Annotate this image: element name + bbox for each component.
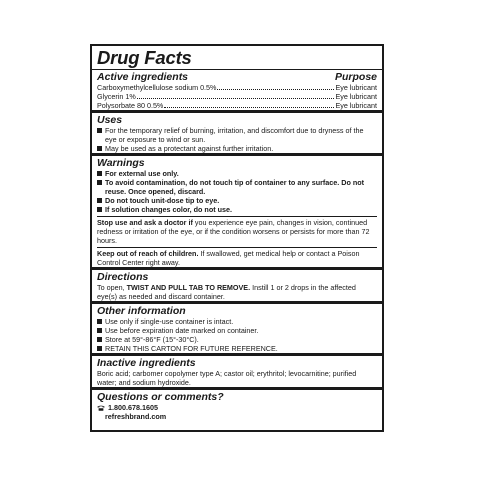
active-ingredients-heading: Active ingredients [97, 71, 189, 83]
bullet-square-icon [97, 207, 102, 212]
section-divider [92, 353, 382, 356]
keep-out-text [97, 249, 377, 267]
ingredient-name: Polysorbate 80 0.5% [97, 101, 164, 110]
section-divider [92, 387, 382, 390]
warnings-item-text: To avoid contamination, do not touch tip of container to any surface. Do not reuse. Once opened, discard. [105, 178, 365, 196]
section-divider [92, 153, 382, 156]
stop-use-detail: you experience eye pain, changes in vision, continued redness or irritation of the eye, or if the condition worsens or persists for more than 72 hours. [97, 218, 370, 245]
directions-pre: To open, [97, 283, 127, 292]
subsection-divider [97, 247, 377, 248]
keep-out-detail: If swallowed, get medical help or contact a Poison Control Center right away. [97, 249, 360, 267]
ingredient-purpose: Eye lubricant [335, 101, 377, 110]
active-ingredients-header [97, 70, 377, 83]
drug-facts-title: Drug Facts [97, 47, 192, 68]
section-divider [92, 110, 382, 113]
inactive-ingredients-text: Boric acid; carbomer copolymer type A; castor oil; erythritol; levocarnitine; purified water; and sodium hydroxide. [97, 369, 357, 387]
other-info-item-text: Store at 59°-86°F (15°-30°C). [105, 335, 199, 344]
uses-item [97, 126, 377, 144]
dot-leader [217, 89, 334, 90]
bullet-square-icon [97, 346, 102, 351]
other-info-heading: Other information [97, 305, 186, 317]
active-ingredient-row [97, 92, 377, 101]
warnings-item-text: Do not touch unit-dose tip to eye. [105, 196, 220, 205]
bullet-square-icon [97, 128, 102, 133]
website-link[interactable]: refreshbrand.com [105, 412, 167, 421]
warnings-item-text: For external use only. [105, 169, 179, 178]
uses-heading: Uses [97, 114, 123, 126]
stop-use-bold: Stop use and ask a doctor if [97, 218, 193, 227]
bullet-square-icon [97, 180, 102, 185]
active-ingredient-row [97, 83, 377, 92]
other-info-item-text: Use before expiration date marked on container. [105, 326, 259, 335]
keep-out-bold: Keep out of reach of children. [97, 249, 199, 258]
bullet-square-icon [97, 198, 102, 203]
bullet-square-icon [97, 319, 102, 324]
warnings-item [97, 178, 377, 196]
warnings-heading: Warnings [97, 157, 145, 169]
ingredient-name: Glycerin 1% [97, 92, 136, 101]
directions-text [97, 283, 377, 301]
other-info-item [97, 326, 377, 335]
phone-number[interactable]: 1.800.678.1605 [108, 403, 158, 412]
inactive-ingredients-heading: Inactive ingredients [97, 357, 196, 369]
bullet-square-icon [97, 337, 102, 342]
warnings-item [97, 196, 377, 205]
bullet-square-icon [97, 171, 102, 176]
drug-facts-panel [90, 44, 384, 432]
other-info-item [97, 344, 377, 353]
directions-bold: TWIST AND PULL TAB TO REMOVE. [126, 283, 251, 292]
bullet-square-icon [97, 328, 102, 333]
telephone-icon [97, 405, 105, 411]
questions-heading: Questions or comments? [97, 391, 224, 403]
phone-line [97, 403, 377, 412]
other-info-item [97, 317, 377, 326]
warnings-item [97, 169, 377, 178]
dot-leader [164, 107, 334, 108]
warnings-item-text: If solution changes color, do not use. [105, 205, 232, 214]
directions-heading: Directions [97, 271, 149, 283]
other-info-item [97, 335, 377, 344]
dot-leader [137, 98, 335, 99]
active-ingredient-row [97, 101, 377, 110]
section-divider [92, 301, 382, 304]
stop-use-text [97, 218, 377, 245]
bullet-square-icon [97, 146, 102, 151]
other-info-item-text: RETAIN THIS CARTON FOR FUTURE REFERENCE. [105, 344, 278, 353]
section-divider [92, 267, 382, 270]
uses-item [97, 144, 377, 153]
ingredient-purpose: Eye lubricant [335, 83, 377, 92]
other-info-item-text: Use only if single-use container is intact. [105, 317, 234, 326]
ingredient-purpose: Eye lubricant [335, 92, 377, 101]
subsection-divider [97, 216, 377, 217]
purpose-heading: Purpose [334, 71, 377, 83]
uses-item-text: For the temporary relief of burning, irritation, and discomfort due to dryness of the eye or exposure to wind or sun. [105, 126, 364, 144]
ingredient-name: Carboxymethylcellulose sodium 0.5% [97, 83, 217, 92]
warnings-item [97, 205, 377, 214]
directions-post: Instill 1 or 2 drops in the affected eye(s) as needed and discard container. [97, 283, 356, 301]
uses-item-text: May be used as a protectant against further irritation. [105, 144, 274, 153]
